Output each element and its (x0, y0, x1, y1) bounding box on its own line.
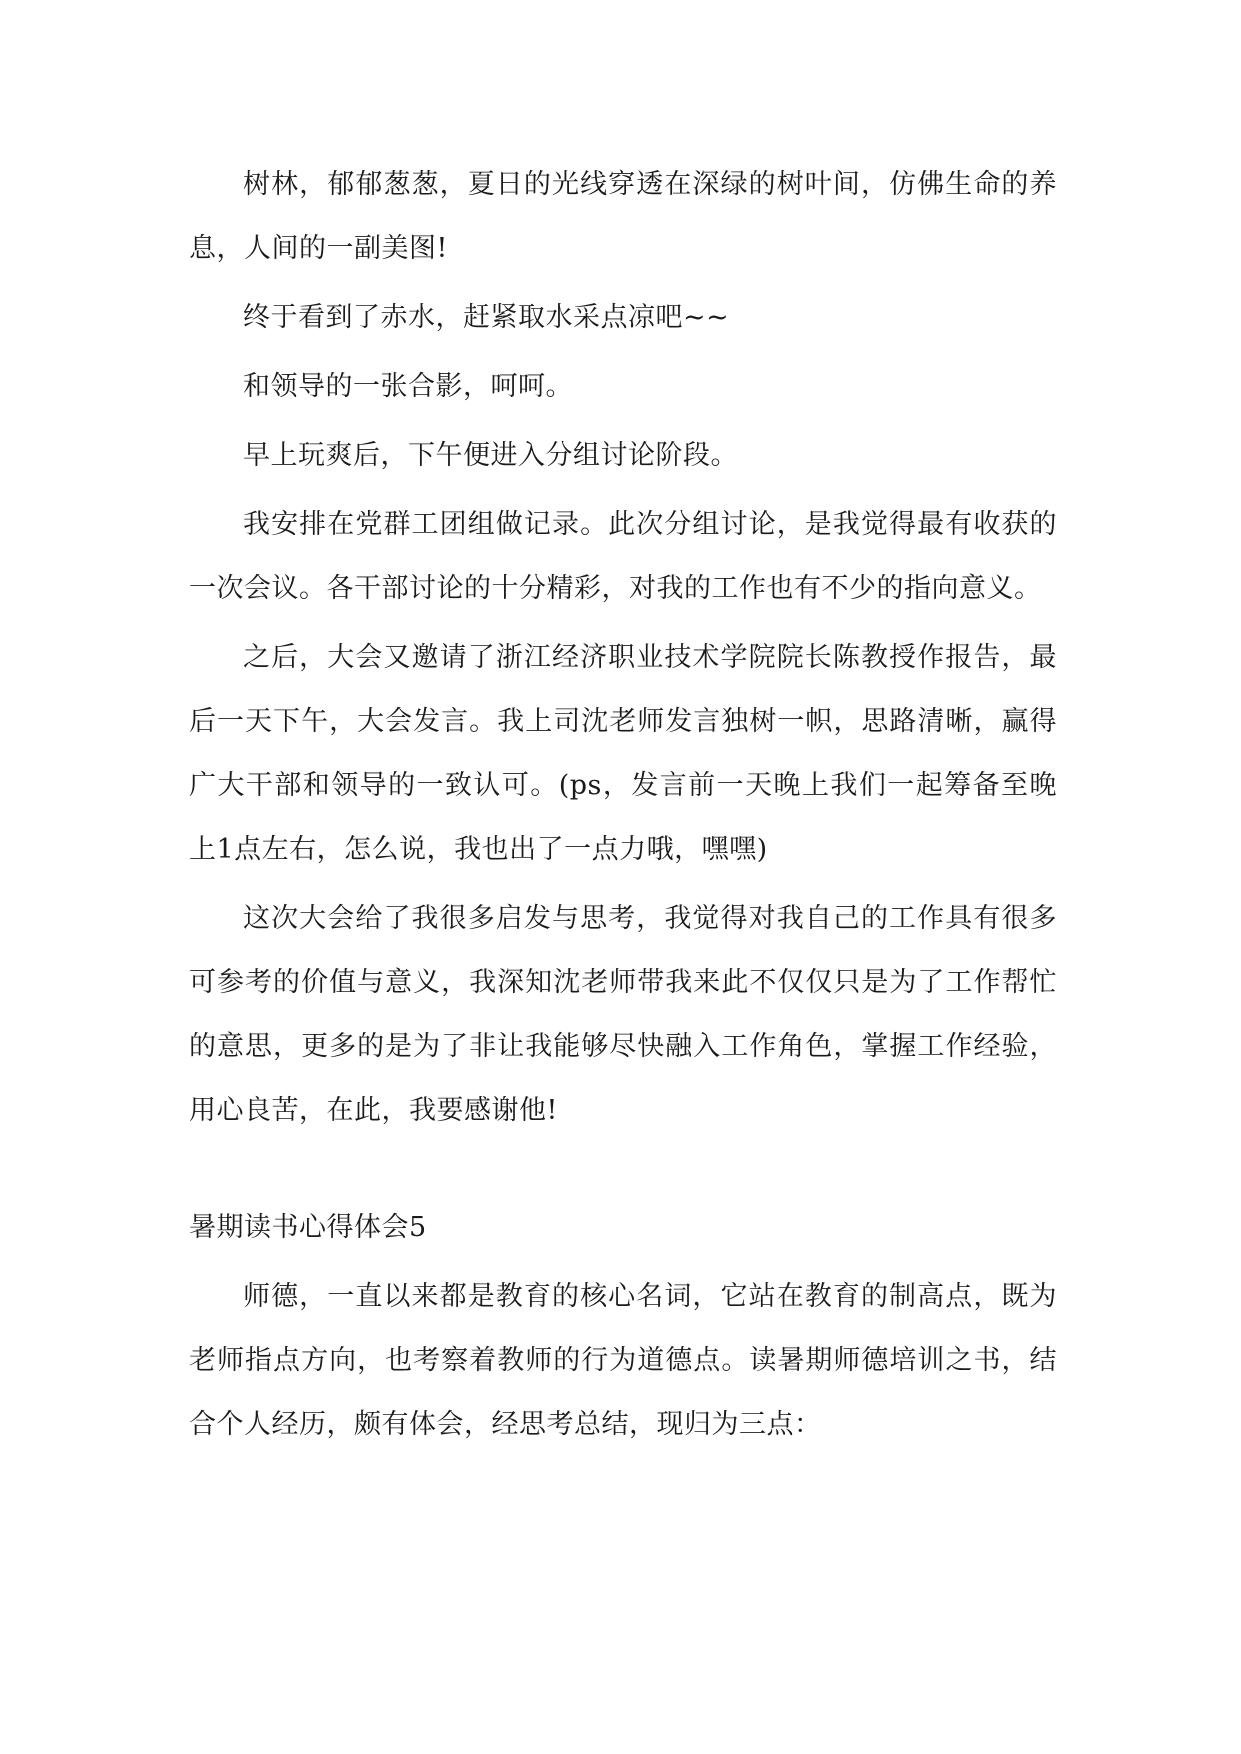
paragraph-group-photo: 和领导的一张合影，呵呵。 (243, 371, 573, 402)
document-body (189, 153, 1057, 1462)
paragraph-teacher-ethics: 师德，一直以来都是教育的核心名词，它站在教育的制高点，既为老师指点方向，也考察着教师的行为道德点。读暑期师德培训之书，结合个人经历，颇有体会，经思考总结，现归为三点： (189, 1281, 1057, 1440)
paragraph-report-and-speech: 之后，大会又邀请了浙江经济职业技术学院院长陈教授作报告，最后一天下午，大会发言。我上司沈老师发言独树一帜，思路清晰，赢得广大干部和领导的一致认可。(ps，发言前一天晚上我们一起筹备至晚上1点左右，怎么说，我也出了一点力哦，嘿嘿) (189, 642, 1057, 865)
paragraph-record-keeping: 我安排在党群工团组做记录。此次分组讨论，是我觉得最有收获的一次会议。各干部讨论的十分精彩，对我的工作也有不少的指向意义。 (189, 509, 1057, 604)
section-spacer (189, 1148, 1057, 1196)
paragraph-forest: 树林，郁郁葱葱，夏日的光线穿透在深绿的树叶间，仿佛生命的养息，人间的一副美图! (189, 169, 1057, 264)
paragraph-afternoon-discussion: 早上玩爽后，下午便进入分组讨论阶段。 (243, 440, 738, 471)
paragraph-reflection: 这次大会给了我很多启发与思考，我觉得对我自己的工作具有很多可参考的价值与意义，我深知沈老师带我来此不仅仅只是为了工作帮忙的意思，更多的是为了非让我能够尽快融入工作角色，掌握工作经验，用心良苦，在此，我要感谢他! (189, 903, 1057, 1126)
section-heading: 暑期读书心得体会5 (189, 1212, 427, 1243)
paragraph-chishui: 终于看到了赤水，赶紧取水采点凉吧~~ (243, 302, 730, 333)
